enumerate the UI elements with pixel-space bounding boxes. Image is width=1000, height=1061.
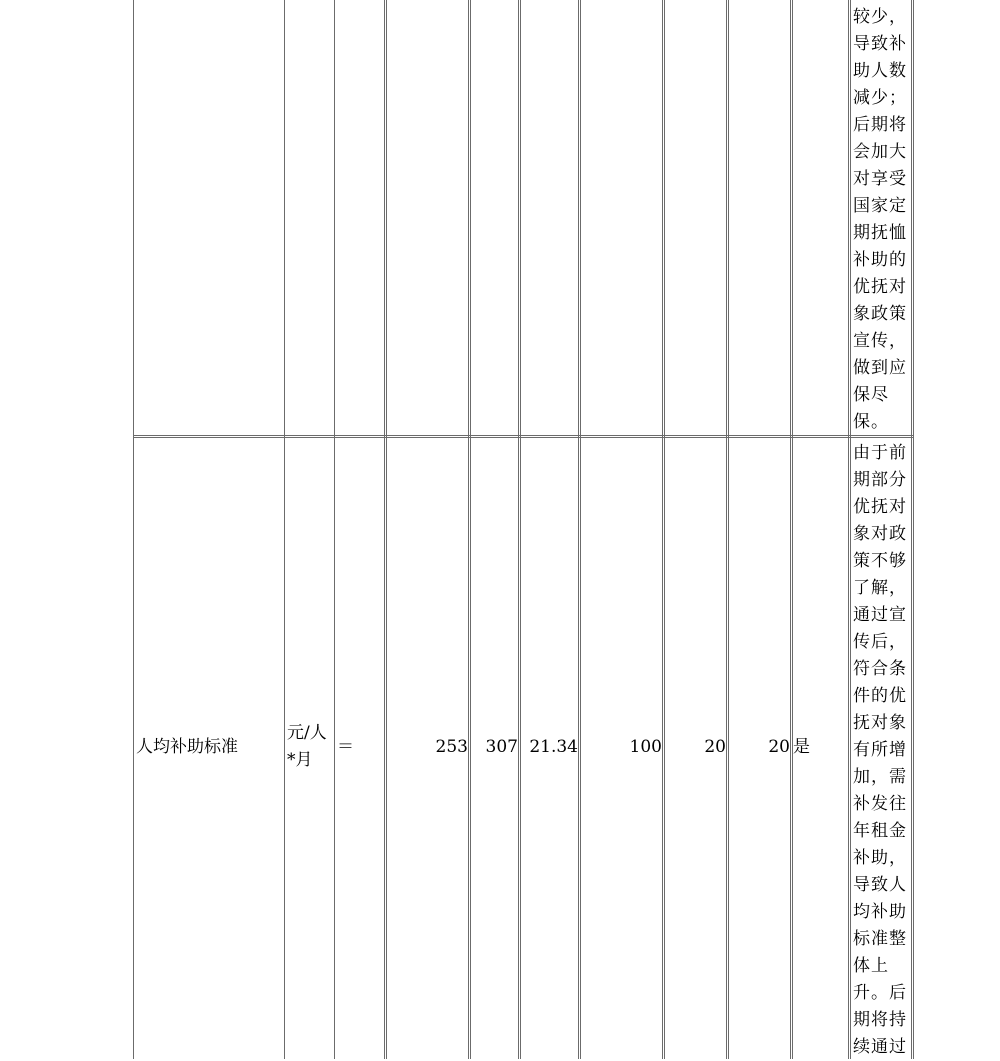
column-border: [911, 0, 912, 1059]
note-line: 宣传，: [853, 331, 907, 351]
column-border: [578, 0, 579, 1059]
row1-note-cell: [853, 4, 911, 436]
column-border: [470, 0, 471, 1059]
column-border: [468, 0, 469, 1059]
column-border: [726, 0, 727, 1059]
indicator-name: 人均补助标准: [136, 737, 238, 757]
note-line: 标准整: [853, 929, 907, 949]
achieved-flag: 是: [793, 737, 810, 757]
note-line: 象政策: [853, 304, 907, 324]
completion-value: 100: [629, 737, 662, 757]
note-line: 期将持: [853, 1010, 907, 1030]
note-line: 补助，: [853, 848, 907, 868]
note-line: 对享受: [853, 169, 907, 189]
note-line: 导致补: [853, 34, 907, 54]
column-border: [580, 0, 581, 1059]
note-line: 通过宣: [853, 605, 907, 625]
note-line: 符合条: [853, 659, 907, 679]
deviation-value: 21.34: [529, 737, 578, 757]
column-border: [913, 0, 914, 1059]
note-line: 补发往: [853, 794, 907, 814]
column-border: [520, 0, 521, 1059]
note-line: 续通过: [853, 1037, 907, 1057]
unit-line-2: *月: [287, 750, 313, 770]
note-line: 优抚对: [853, 497, 907, 517]
note-line: 年租金: [853, 821, 907, 841]
note-line: 体上: [853, 956, 889, 976]
column-border: [334, 0, 335, 1059]
note-line: 减少；: [853, 88, 907, 108]
note-line: 导致人: [853, 875, 907, 895]
row2-note-cell: [853, 440, 911, 1061]
column-border: [518, 0, 519, 1059]
note-line: 策不够: [853, 551, 907, 571]
note-line: 后期将: [853, 115, 907, 135]
note-line: 传后，: [853, 632, 907, 652]
row-border: [133, 435, 914, 436]
note-line: 保。: [853, 412, 889, 432]
note-line: 抚对象: [853, 713, 907, 733]
note-line: 补助的: [853, 250, 907, 270]
note-line: 由于前: [853, 443, 907, 463]
column-border: [386, 0, 387, 1059]
column-border: [664, 0, 665, 1059]
column-border: [848, 0, 849, 1059]
note-line: 有所增: [853, 740, 907, 760]
column-border: [728, 0, 729, 1059]
note-line: 加，需: [853, 767, 907, 787]
score-value: 20: [768, 737, 790, 757]
note-line: 了解，: [853, 578, 907, 598]
note-line: 期部分: [853, 470, 907, 490]
note-line: 件的优: [853, 686, 907, 706]
note-line: 均补助: [853, 902, 907, 922]
weight-value: 20: [704, 737, 726, 757]
unit-line-1: 元/人: [287, 723, 327, 743]
row-border: [133, 437, 914, 438]
note-line: 助人数: [853, 61, 907, 81]
note-line: 象对政: [853, 524, 907, 544]
column-border: [790, 0, 791, 1059]
note-line: 会加大: [853, 142, 907, 162]
actual-value: 307: [485, 737, 518, 757]
target-value: 253: [435, 737, 468, 757]
note-line: 较少，: [853, 7, 907, 27]
column-border: [792, 0, 793, 1059]
note-line: 升。后: [853, 983, 907, 1003]
note-line: 保尽: [853, 385, 889, 405]
column-border: [133, 0, 134, 1059]
note-line: 国家定: [853, 196, 907, 216]
column-border: [662, 0, 663, 1059]
note-line: 做到应: [853, 358, 907, 378]
note-line: 优抚对: [853, 277, 907, 297]
column-border: [384, 0, 385, 1059]
column-border: [284, 0, 285, 1059]
note-line: 期抚恤: [853, 223, 907, 243]
column-border: [850, 0, 851, 1059]
operator: ＝: [337, 737, 354, 757]
